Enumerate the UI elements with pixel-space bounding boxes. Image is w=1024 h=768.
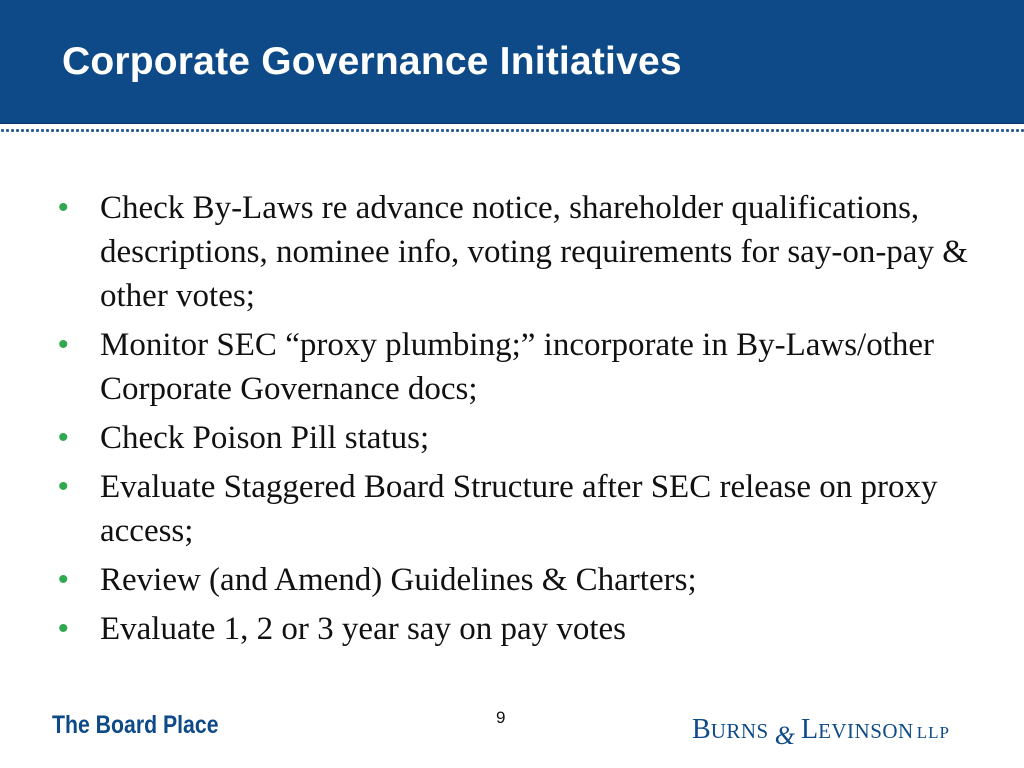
logo-letter-l: L [800, 714, 819, 745]
bullet-dot-icon: • [58, 563, 69, 596]
bullet-dot-icon: • [58, 191, 69, 224]
bullet-item [58, 558, 978, 602]
logo-llp: LLP [916, 723, 950, 742]
logo-evinson: EVINSON [818, 719, 914, 743]
board-place-label: The Board Place [52, 711, 219, 739]
burns-levinson-logo [692, 714, 950, 750]
bullet-text: Monitor SEC “proxy plumbing;” incorporate in By-Laws/other Corporate Governance docs; [100, 327, 935, 407]
bullet-item [58, 416, 978, 460]
bullet-item [58, 607, 978, 651]
bullet-text: Check Poison Pill status; [100, 420, 430, 456]
bullet-item [58, 186, 978, 318]
bullet-text: Evaluate 1, 2 or 3 year say on pay votes [100, 611, 627, 647]
bullet-dot-icon: • [58, 470, 69, 503]
bullet-list [58, 186, 978, 656]
dotted-divider [0, 128, 1024, 136]
bullet-dot-icon: • [58, 421, 69, 454]
slide-title: Corporate Governance Initiatives [62, 40, 682, 83]
bullet-dot-icon: • [58, 328, 69, 361]
bullet-text: Review (and Amend) Guidelines & Charters; [100, 562, 697, 598]
page-number: 9 [496, 708, 506, 727]
bullet-text: Evaluate Staggered Board Structure after SEC release on proxy access; [100, 469, 938, 549]
bullet-item [58, 323, 978, 411]
logo-urns: URNS [710, 719, 769, 743]
bullet-item [58, 465, 978, 553]
logo-letter-b: B [692, 714, 711, 745]
logo-ampersand: & [774, 721, 795, 750]
bullet-text: Check By-Laws re advance notice, shareholder qualifications, descriptions, nominee info, voting requirements for say-on-pay & other votes; [100, 190, 968, 314]
bullet-dot-icon: • [58, 612, 69, 645]
title-bar [0, 0, 1024, 124]
